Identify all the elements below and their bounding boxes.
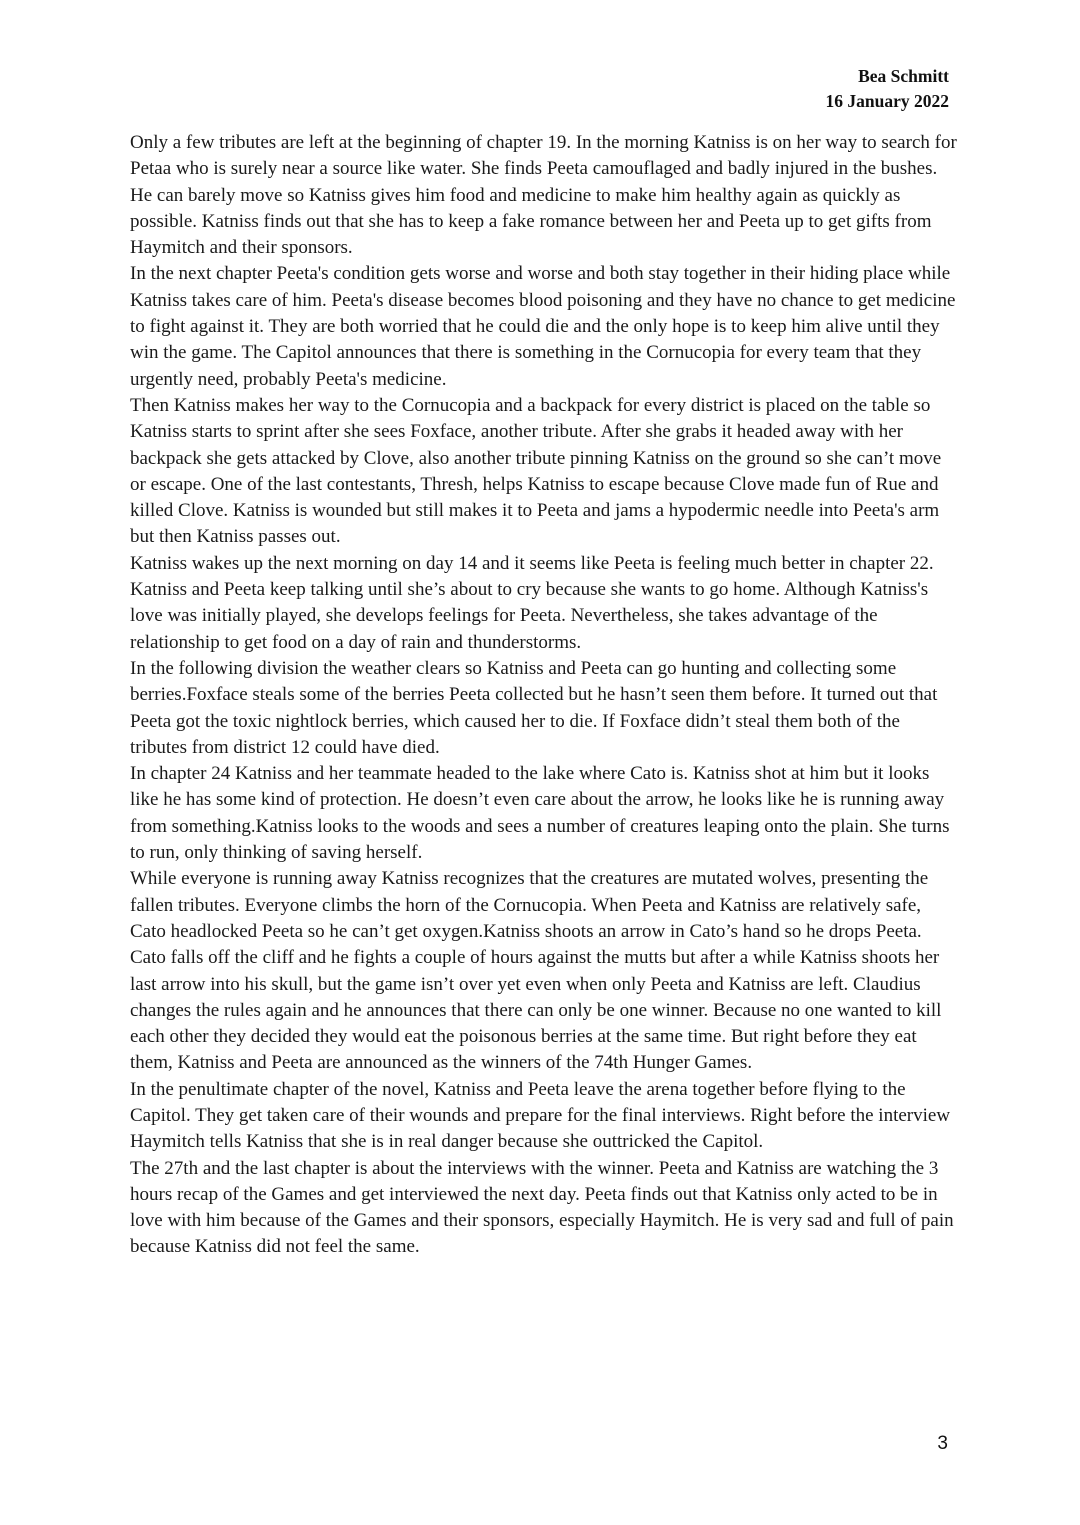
paragraph-chapter-24: In chapter 24 Katniss and her teammate headed to the lake where Cato is. Katniss shot at him but it looks like he has some kind of protection. He doesn’t even care about the arrow, he looks like he is running away from something.Katniss looks to the woods and sees a number of creatures leaping onto the plain. She turns to run, only thinking of saving herself. [130,763,950,864]
author-name: Bea Schmitt [858,66,949,86]
paragraph-chapter-25: While everyone is running away Katniss recognizes that the creatures are mutated wolves, presenting the fallen tributes. Everyone climbs the horn of the Cornucopia. When Peeta and Katniss are relatively safe, Cato headlocked Peeta so he can’t get oxygen.Katniss shoots an arrow in Cato’s hand so he drops Peeta. Cato falls off the cliff and he fights a couple of hours against the mutts but after a while Katniss shoots her last arrow into his skull, but the game isn’t over yet even when only Peeta and Katniss are left. Claudius changes the rules again and he announces that there can only be one winner. Because no one wanted to kill each other they decided they would eat the poisonous berries at the same time. But right before they eat them, Katniss and Peeta are announced as the winners of the 74th Hunger Games. [130,868,942,1074]
paragraph-chapter-21: Then Katniss makes her way to the Cornucopia and a backpack for every district is placed on the table so Katniss starts to sprint after she sees Foxface, another tribute. After she grabs it headed away with her backpack she gets attacked by Clove, also another tribute pinning Katniss on the ground so she can’t move or escape. One of the last contestants, Thresh, helps Katniss to escape because Clove made fun of Rue and killed Clove. Katniss is wounded but still makes it to Peeta and jams a hypodermic needle into Peeta's arm but then Katniss passes out. [130,394,942,548]
page-header [826,64,949,114]
paragraph-chapter-27: The 27th and the last chapter is about the interviews with the winner. Peeta and Katniss are watching the 3 hours recap of the Games and get interviewed the next day. Peeta finds out that Katniss only acted to be in love with him because of the Games and their sponsors, especially Haymitch. He is very sad and full of pain because Katniss did not feel the same. [130,1157,954,1258]
paragraph-chapter-22: Katniss wakes up the next morning on day 14 and it seems like Peeta is feeling much better in chapter 22. Katniss and Peeta keep talking until she’s about to cry because she wants to go home. Although Katniss's love was initially played, she develops feelings for Peeta. Nevertheless, she takes advantage of the relationship to get food on a day of rain and thunderstorms. [130,552,934,653]
paragraph-chapter-26: In the penultimate chapter of the novel, Katniss and Peeta leave the arena together before flying to the Capitol. They get taken care of their wounds and prepare for the final interviews. Right before the interview Haymitch tells Katniss that she is in real danger because she outtricked the Capitol. [130,1078,951,1153]
page-number: 3 [937,1433,948,1454]
paragraph-chapter-19: Only a few tributes are left at the beginning of chapter 19. In the morning Katniss is on her way to search for Petaa who is surely near a source like water. She finds Peeta camouflaged and badly injured in the bushes. He can barely move so Katniss gives him food and medicine to make him healthy again as quickly as possible. Katniss finds out that she has to keep a fake romance between her and Peeta up to get gifts from Haymitch and their sponsors. [130,132,957,259]
body-text [130,130,958,1261]
document-date: 16 January 2022 [825,91,949,111]
paragraph-chapter-23: In the following division the weather clears so Katniss and Peeta can go hunting and collecting some berries.Foxface steals some of the berries Peeta collected but he hasn’t seen them before. It turned out that Peeta got the toxic nightlock berries, which caused her to die. If Foxface didn’t steal them both of the tributes from district 12 could have died. [130,657,938,758]
paragraph-chapter-20: In the next chapter Peeta's condition gets worse and worse and both stay together in their hiding place while Katniss takes care of him. Peeta's disease becomes blood poisoning and they have no chance to get medicine to fight against it. They are both worried that he could die and the only hope is to keep him alive until they win the game. The Capitol announces that there is something in the Cornucopia for every team that they urgently need, probably Peeta's medicine. [130,263,956,390]
